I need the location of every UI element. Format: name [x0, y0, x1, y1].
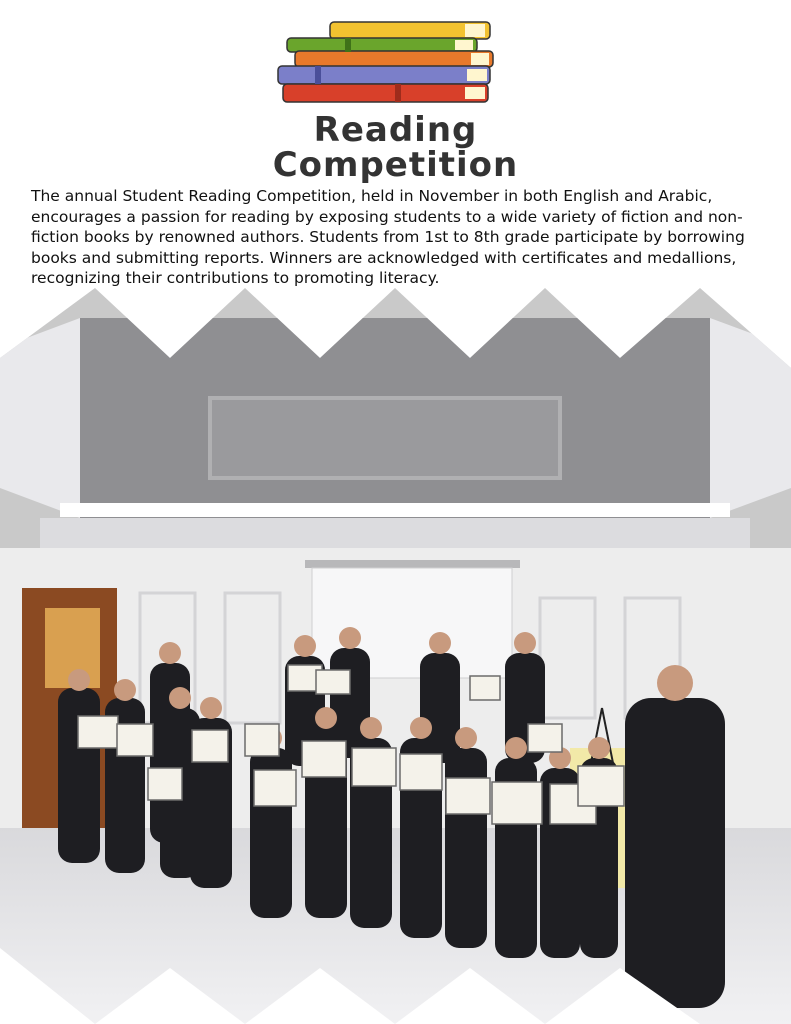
title-reading: Reading: [313, 110, 478, 150]
reading-competition-logo: [0, 0, 791, 185]
title-competition: Competition: [272, 145, 519, 185]
group-photo: [0, 288, 791, 1024]
book-stack-icon: [275, 18, 500, 120]
description-paragraph: The annual Student Reading Competition, held in November in both English and Arabic, encourages a passion for reading by exposing students to a wide variety of fiction and non-fiction books by renowned authors. Students from 1st to 8th grade participate by borrowing books and submitting reports. Winners are acknowledged with certificates and medallions, recognizing their contributions to promoting literacy.: [31, 187, 745, 288]
